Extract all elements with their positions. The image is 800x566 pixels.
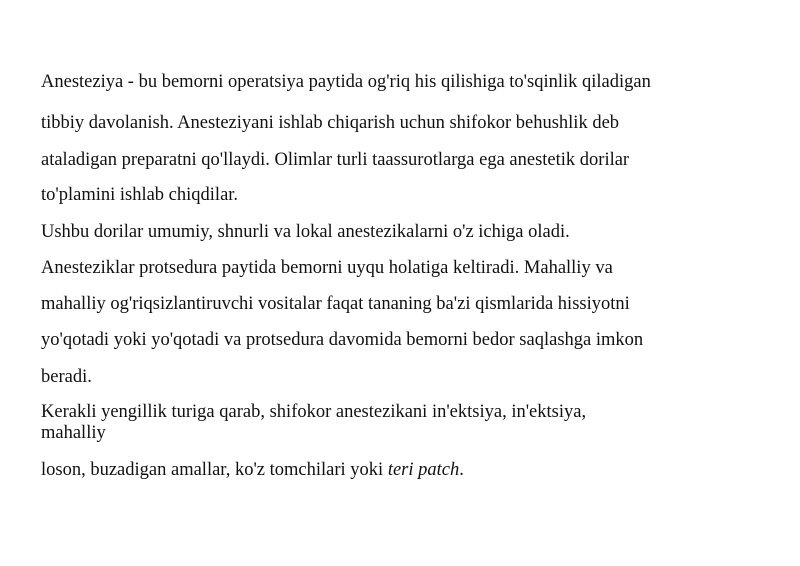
text-line-4: to'plamini ishlab chiqdilar. xyxy=(41,185,239,205)
text-line-12-end: . xyxy=(459,460,464,480)
text-line-5: Ushbu dorilar umumiy, shnurli va lokal anestezikalarni o'z ichiga oladi. xyxy=(41,222,570,242)
text-line-10: Kerakli yengillik turiga qarab, shifokor anestezikani in'ektsiya, in'ektsiya, xyxy=(41,402,587,422)
text-line-9: beradi. xyxy=(41,367,92,387)
text-line-2: tibbiy davolanish. Anesteziyani ishlab chiqarish uchun shifokor behushlik deb xyxy=(41,113,620,133)
text-line-11: mahalliy xyxy=(41,423,106,443)
text-line-1: Anesteziya - bu bemorni operatsiya paytida og'riq his qilishiga to'sqinlik qiladigan xyxy=(41,72,651,92)
text-line-12 xyxy=(41,460,464,480)
text-line-8: yo'qotadi yoki yo'qotadi va protsedura davomida bemorni bedor saqlashga imkon xyxy=(41,330,644,350)
text-line-3: ataladigan preparatni qo'llaydi. Olimlar turli taassurotlarga ega anestetik dorilar xyxy=(41,150,630,170)
text-line-6: Anesteziklar protsedura paytida bemorni uyqu holatiga keltiradi. Mahalliy va xyxy=(41,258,613,278)
italic-phrase: teri patch xyxy=(387,460,460,480)
text-line-7: mahalliy og'riqsizlantiruvchi vositalar faqat tananing ba'zi qismlarida hissiyotni xyxy=(41,294,630,314)
text-line-12-start: loson, buzadigan amallar, ko'z tomchilari yoki xyxy=(41,460,388,480)
